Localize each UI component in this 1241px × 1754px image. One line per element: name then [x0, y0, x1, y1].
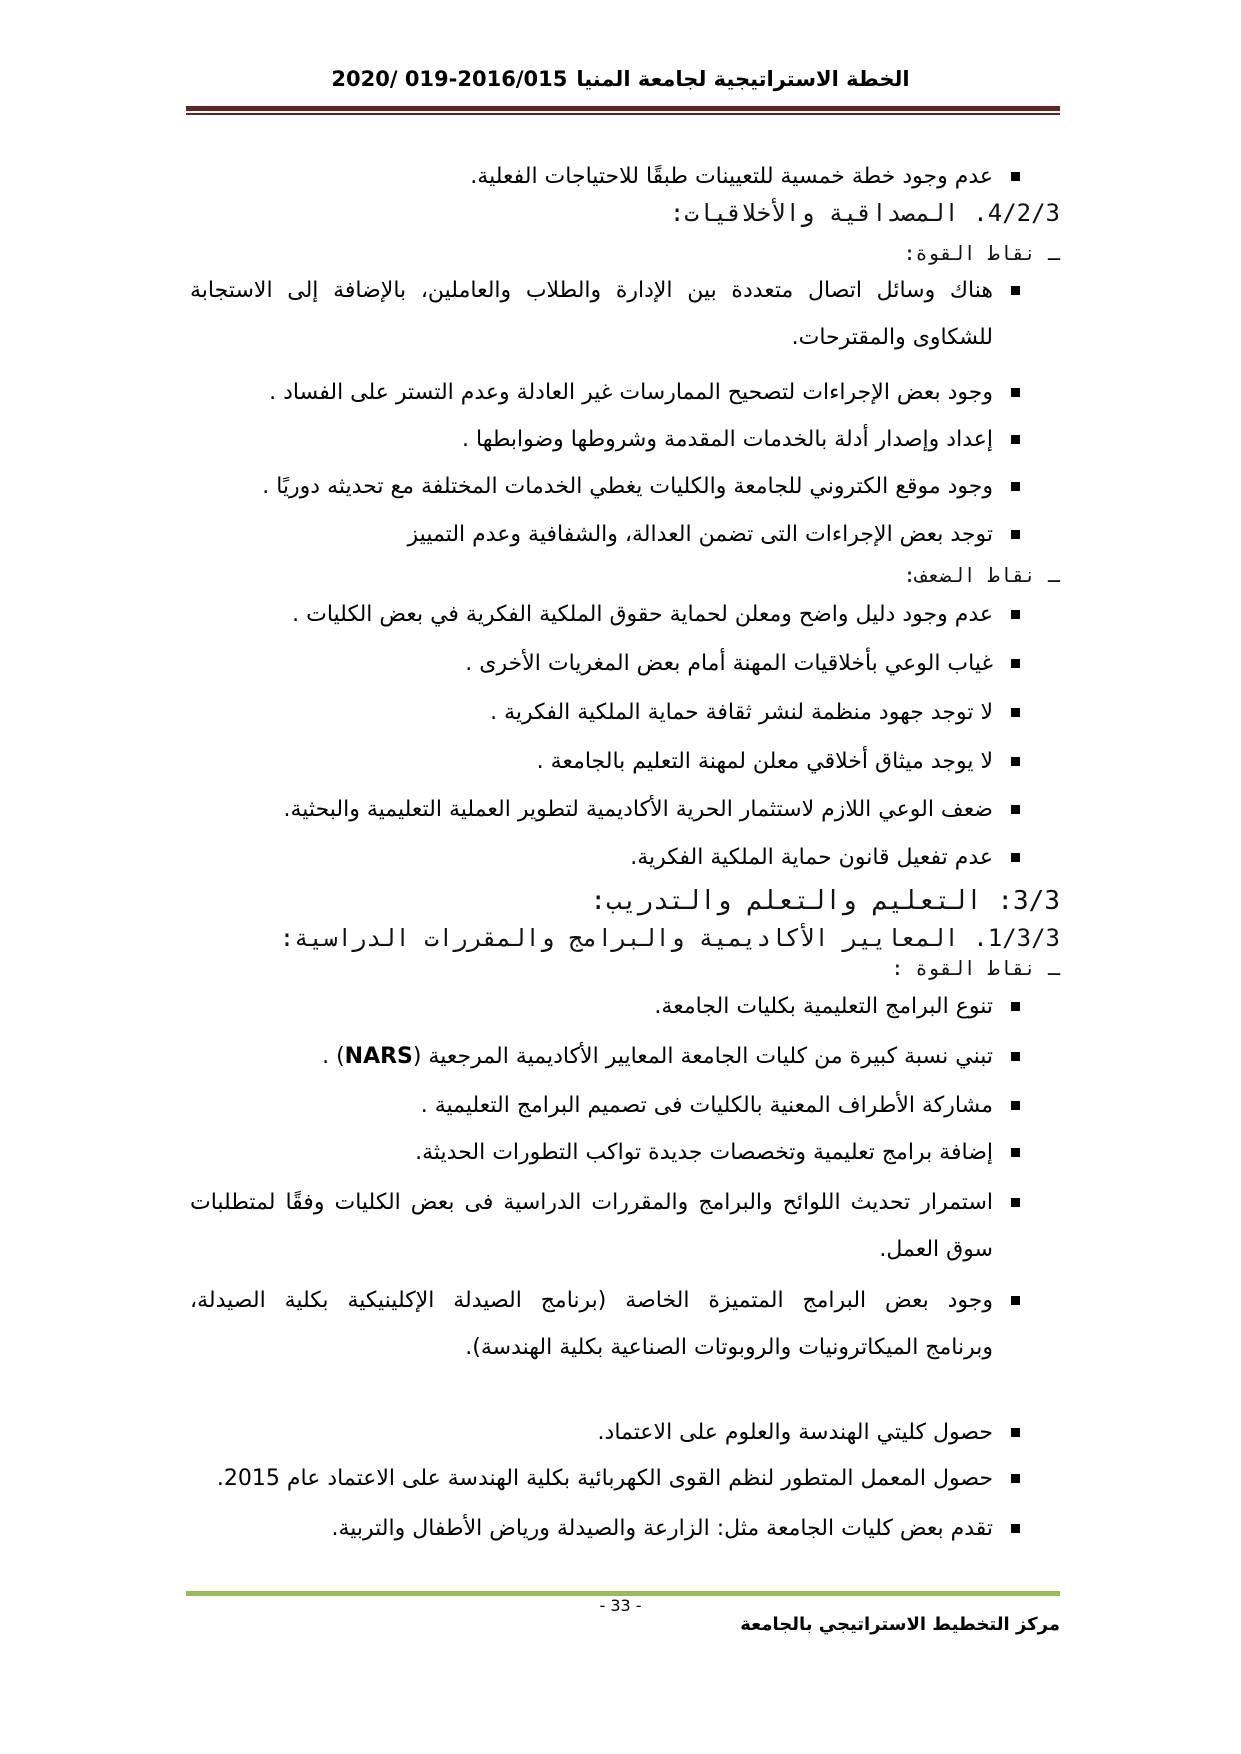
- list-item: [186, 1509, 1026, 1549]
- list-item-text: غياب الوعي بأخلاقيات المهنة أمام بعض المغريات الأخرى .: [465, 651, 993, 676]
- list-item: [186, 595, 1026, 635]
- square-bullet-icon: [1011, 172, 1020, 181]
- page-header: [0, 63, 1241, 95]
- square-bullet-icon: [1011, 286, 1020, 295]
- square-bullet-icon: [1011, 757, 1020, 766]
- list-item: [186, 1133, 1026, 1173]
- list-item-text: وجود موقع الكتروني للجامعة والكليات يغطي الخدمات المختلفة مع تحديثه دوريًا .: [262, 474, 993, 499]
- square-bullet-icon: [1011, 1296, 1020, 1305]
- square-bullet-icon: [1011, 435, 1020, 444]
- list-item-continuation: [186, 318, 1026, 358]
- square-bullet-icon: [1011, 1101, 1020, 1110]
- list-item-text-part: ) .: [322, 1044, 345, 1069]
- list-item: [186, 467, 1026, 507]
- square-bullet-icon: [1011, 853, 1020, 862]
- list-item: [186, 644, 1026, 684]
- list-item: [186, 838, 1026, 878]
- list-item-text: لا يوجد ميثاق أخلاقي معلن لمهنة التعليم بالجامعة .: [536, 749, 993, 774]
- list-item-text: تنوع البرامج التعليمية بكليات الجامعة.: [654, 994, 993, 1019]
- square-bullet-icon: [1011, 1002, 1020, 1011]
- section-heading: 3/3: التعليم والتعلم والتدريب:: [590, 886, 1060, 916]
- list-item-continuation: [186, 1328, 1026, 1368]
- list-item: [186, 515, 1026, 555]
- list-item: [186, 742, 1026, 782]
- nars-acronym: NARS: [344, 1044, 413, 1069]
- list-item: [186, 373, 1026, 413]
- list-item-continuation: [186, 1230, 1026, 1270]
- list-item-text: إضافة برامج تعليمية وتخصصات جديدة تواكب التطورات الحديثة.: [415, 1140, 993, 1165]
- square-bullet-icon: [1011, 1148, 1020, 1157]
- list-item: [186, 157, 1026, 197]
- square-bullet-icon: [1011, 708, 1020, 717]
- square-bullet-icon: [1011, 530, 1020, 539]
- list-item: [186, 987, 1026, 1027]
- list-item: [186, 693, 1026, 733]
- list-item-text: عدم وجود خطة خمسية للتعيينات طبقًا للاحتياجات الفعلية.: [470, 164, 993, 189]
- list-item-text: [190, 1037, 993, 1077]
- list-item-text: وجود بعض البرامج المتميزة الخاصة (برنامج الصيدلة الإكلينيكية بكلية الصيدلة،: [190, 1288, 993, 1313]
- list-item: [186, 790, 1026, 830]
- header-years: 2020/ 019-2016/015: [331, 67, 568, 91]
- list-item-text: تقدم بعض كليات الجامعة مثل: الزارعة والصيدلة ورياض الأطفال والتربية.: [331, 1516, 993, 1541]
- square-bullet-icon: [1011, 1052, 1020, 1061]
- list-item: [186, 1183, 1026, 1223]
- list-item-text: مشاركة الأطراف المعنية بالكليات فى تصميم البرامج التعليمية .: [420, 1093, 993, 1118]
- square-bullet-icon: [1011, 1474, 1020, 1483]
- strengths-label: ـ نقاط القوة:: [903, 241, 1060, 265]
- list-item: [186, 1459, 1026, 1499]
- square-bullet-icon: [1011, 805, 1020, 814]
- list-item-text: استمرار تحديث اللوائح والبرامج والمقررات الدراسية فى بعض الكليات وفقًا لمتطلبات: [190, 1190, 993, 1215]
- list-item-text: عدم تفعيل قانون حماية الملكية الفكرية.: [630, 845, 993, 870]
- footer-center-name: مركز التخطيط الاستراتيجي بالجامعة: [740, 1614, 1060, 1635]
- square-bullet-icon: [1011, 1428, 1020, 1437]
- square-bullet-icon: [1011, 610, 1020, 619]
- list-item-text: توجد بعض الإجراءات التى تضمن العدالة، والشفافية وعدم التمييز: [407, 522, 993, 547]
- square-bullet-icon: [1011, 1198, 1020, 1207]
- list-item-text: سوق العمل.: [879, 1237, 993, 1262]
- list-item-text: عدم وجود دليل واضح ومعلن لحماية حقوق الملكية الفكرية في بعض الكليات .: [292, 602, 993, 627]
- strengths-label: ـ نقاط القوة :: [891, 956, 1060, 980]
- square-bullet-icon: [1011, 659, 1020, 668]
- list-item-text: وبرنامج الميكاترونيات والروبوتات الصناعية بكلية الهندسة).: [465, 1335, 993, 1360]
- list-item: [186, 420, 1026, 460]
- header-rule-thin: [186, 113, 1060, 115]
- square-bullet-icon: [1011, 1524, 1020, 1533]
- list-item-text-part: تبني نسبة كبيرة من كليات الجامعة المعايير الأكاديمية المرجعية (: [412, 1044, 993, 1069]
- page-number: - 33 -: [599, 1596, 642, 1615]
- list-item-text: حصول كليتي الهندسة والعلوم على الاعتماد.: [597, 1420, 993, 1445]
- list-item: [186, 1086, 1026, 1126]
- list-item-text: لا توجد جهود منظمة لنشر ثقافة حماية الملكية الفكرية .: [490, 700, 993, 725]
- header-title: الخطة الاستراتيجية لجامعة المنيا: [576, 67, 910, 91]
- header-rule-thick: [186, 106, 1060, 111]
- list-item-text: حصول المعمل المتطور لنظم القوى الكهربائية بكلية الهندسة على الاعتماد عام 2015.: [216, 1466, 993, 1491]
- square-bullet-icon: [1011, 482, 1020, 491]
- list-item: [186, 1281, 1026, 1321]
- list-item-text: إعداد وإصدار أدلة بالخدمات المقدمة وشروطها وضوابطها .: [462, 427, 993, 452]
- list-item: [186, 1037, 1026, 1077]
- list-item: [186, 271, 1026, 311]
- section-heading: 4/2/3. المصداقية والأخلاقيات:: [669, 199, 1060, 227]
- list-item: [186, 1413, 1026, 1453]
- subsection-heading: 1/3/3. المعايير الأكاديمية والبرامج والمقررات الدراسية:: [279, 924, 1060, 952]
- list-item-text: للشكاوى والمقترحات.: [791, 325, 993, 350]
- square-bullet-icon: [1011, 388, 1020, 397]
- list-item-text: وجود بعض الإجراءات لتصحيح الممارسات غير العادلة وعدم التستر على الفساد .: [269, 380, 993, 405]
- weaknesses-label: ـ نقاط الضعف:: [903, 563, 1060, 587]
- list-item-text: هناك وسائل اتصال متعددة بين الإدارة والطلاب والعاملين، بالإضافة إلى الاستجابة: [190, 278, 993, 303]
- list-item-text: ضعف الوعي اللازم لاستثمار الحرية الأكاديمية لتطوير العملية التعليمية والبحثية.: [283, 797, 993, 822]
